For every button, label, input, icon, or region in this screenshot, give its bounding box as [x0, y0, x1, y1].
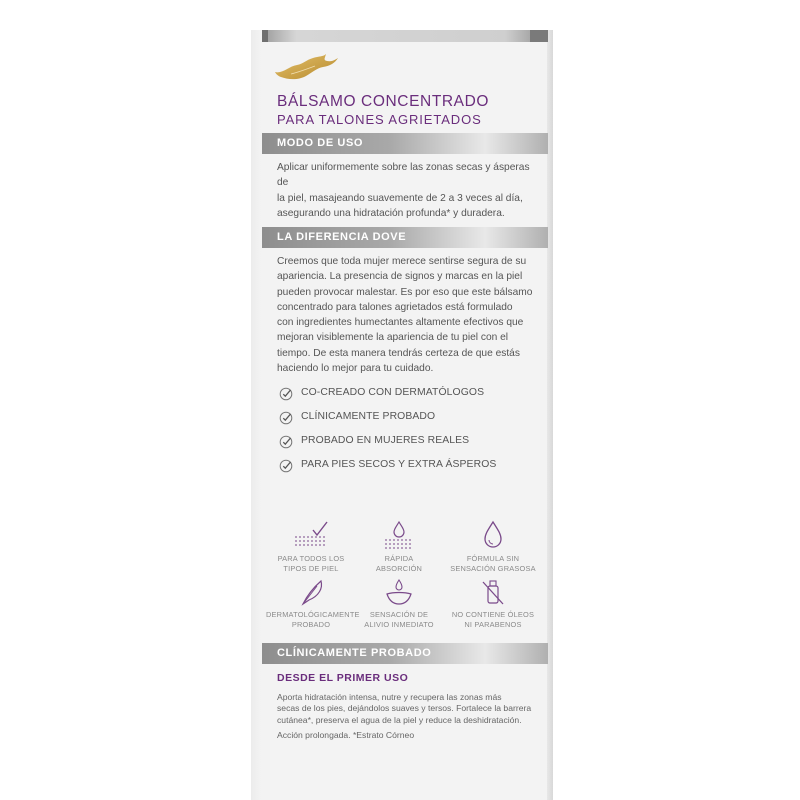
- section-heading: LA DIFERENCIA DOVE: [277, 231, 407, 243]
- benefit-all-skin-types: PARA TODOS LOS TIPOS DE PIEL: [266, 520, 356, 573]
- section-heading: CLÍNICAMENTE PROBADO: [277, 647, 432, 659]
- product-subtitle: PARA TALONES AGRIETADOS: [277, 112, 482, 127]
- package-top-cap: [262, 30, 548, 42]
- check-circle-icon: [279, 387, 293, 401]
- dove-logo-icon: [273, 52, 339, 82]
- check-circle-icon: [279, 459, 293, 473]
- benefit-instant-relief: SENSACIÓN DE ALIVIO INMEDIATO: [354, 578, 444, 629]
- clinical-text: Aporta hidratación intensa, nutre y recupera las zonas más secas de los pies, dejándolos suaves y tersos. Fortalece la barrera cutánea*, preserva el agua de la piel y reduce la deshidratación.: [277, 692, 532, 725]
- benefit-derm-tested: DERMATOLÓGICAMENTE PROBADO: [266, 578, 356, 629]
- benefit-no-oils-parabens: NO CONTIENE ÓLEOS NI PARABENOS: [448, 578, 538, 629]
- list-item: PROBADO EN MUJERES REALES: [279, 434, 541, 458]
- list-item: CLÍNICAMENTE PROBADO: [279, 410, 541, 434]
- drop-outline-icon: [473, 520, 513, 550]
- section-band-diferencia: [262, 227, 548, 248]
- claims-list: [279, 386, 541, 482]
- diferencia-text: Creemos que toda mujer merece sentirse segura de su apariencia. La presencia de signos y marcas en la piel pueden provocar malestar. Es por eso que este bálsamo concentrado para talones agrietados está formulado con ingredientes humectantes altamente efectivos que mejoran visiblemente la apariencia de tu piel con el tiempo. De esta manera tendrás certeza de que estás haciendo lo mejor para tu cuidado.: [277, 256, 533, 375]
- feather-icon: [291, 578, 331, 606]
- relief-hand-icon: [379, 578, 419, 606]
- list-item: PARA PIES SECOS Y EXTRA ÁSPEROS: [279, 458, 541, 482]
- clinical-subheading: DESDE EL PRIMER USO: [277, 672, 409, 684]
- no-parabens-icon: [473, 578, 513, 606]
- check-circle-icon: [279, 411, 293, 425]
- product-title: BÁLSAMO CONCENTRADO: [277, 93, 490, 110]
- drop-absorb-icon: [379, 520, 419, 550]
- benefit-non-greasy: FÓRMULA SIN SENSACIÓN GRASOSA: [448, 520, 538, 573]
- section-heading: MODO DE USO: [277, 137, 364, 149]
- benefit-fast-absorption: RÁPIDA ABSORCIÓN: [354, 520, 444, 573]
- modo-de-uso-text: Aplicar uniformemente sobre las zonas secas y ásperas de la piel, masajeando suavemente de 2 a 3 veces al día, asegurando una hidratación profunda* y duradera.: [277, 162, 530, 219]
- section-band-clinical: [262, 643, 548, 664]
- skin-check-icon: [291, 520, 331, 550]
- section-band-modo-de-uso: [262, 133, 548, 154]
- list-item: CO-CREADO CON DERMATÓLOGOS: [279, 386, 541, 410]
- check-circle-icon: [279, 435, 293, 449]
- footnote: Acción prolongada. *Estrato Córneo: [277, 730, 415, 740]
